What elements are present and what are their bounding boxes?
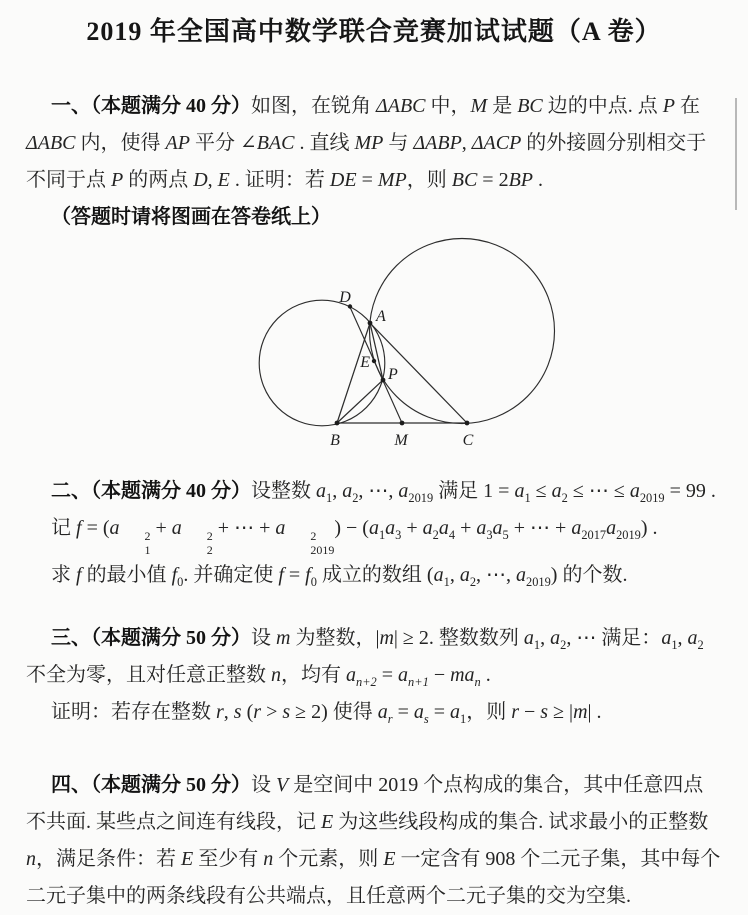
text-line: （答题时请将图画在答卷纸上）: [51, 206, 331, 228]
problem-2: [26, 473, 726, 594]
label-c: C: [462, 432, 474, 449]
text-line: ΔABC 内，使得 AP 平分 ∠BAC . 直线 MP 与 ΔABP, ΔACP 的外接圆分别相交于: [26, 132, 707, 154]
problem-3: [26, 620, 726, 731]
scan-artifact-line: [735, 98, 737, 210]
text-line: 证明：若存在整数 r, s (r > s ≥ 2) 使得 $a_r = a_s = a_1$，则 r − s ≥ |m| .: [51, 701, 602, 727]
text-line: 三、（本题满分 50 分）设 m 为整数，|m| ≥ 2. 整数数列 $a_1$, $a_2$, ⋯ 满足：$a_1$, $a_2$: [51, 627, 704, 653]
text-line: 不全为零，且对任意正整数 n，均有 $a_{n+2} = a_{n+1} - ma_n$ .: [26, 664, 491, 690]
text-line: 四、（本题满分 50 分）设 V 是空间中 2019 个点构成的集合，其中任意四点: [51, 774, 704, 797]
point-p: [381, 378, 386, 383]
label-a: A: [376, 308, 386, 325]
problem-3-text: [26, 620, 726, 731]
text-line: 不共面. 某些点之间连有线段，记 E 为这些线段构成的集合. 试求最小的正整数: [26, 811, 709, 834]
problem-4: [26, 767, 726, 915]
paper-content: [0, 88, 748, 915]
label-b: B: [330, 432, 340, 449]
text-line: 记 f = (a 2 1 + a 2 2 + ⋯ + a 2 2019 ) − ($a_1a_3 + a_2a_4 + a_3a_5$ + ⋯ + $a_{2017}a_{2019}$) .: [51, 517, 658, 557]
text-line: 求 f 的最小值 $f_0$. 并确定使 $f = f_0$ 成立的数组 ($a_1$, $a_2$, ⋯, $a_{2019}$) 的个数.: [51, 564, 628, 590]
text-line: 一、（本题满分 40 分）如图，在锐角 ΔABC 中，M 是 BC 边的中点. 点 P 在: [51, 95, 700, 117]
problem-4-text: [26, 767, 726, 915]
problem-1-text: [26, 88, 726, 236]
text-line: 二元子集中的两条线段有公共端点，且任意两个二元子集的交为空集.: [26, 885, 631, 908]
point-m: [400, 421, 405, 426]
text-line: 不同于点 P 的两点 D, E . 证明：若 DE = MP，则 BC = 2BP .: [26, 169, 544, 191]
label-p: P: [388, 366, 398, 383]
point-e: [372, 359, 376, 363]
geometry-figure: [26, 228, 726, 460]
paper-title: 2019 年全国高中数学联合竞赛加试试题（A 卷）: [86, 17, 662, 46]
point-b: [335, 421, 340, 426]
point-a: [368, 321, 373, 326]
text-line: 二、（本题满分 40 分）设整数 $a_1$, $a_2$, ⋯, $a_{2019}$ 满足 $1 = a_1 \le a_2$ ≤ ⋯ ≤ $a_{2019} = 99$ .: [51, 480, 716, 505]
point-c: [465, 421, 470, 426]
label-m: M: [394, 432, 408, 449]
circumcircle-acp: [370, 239, 555, 424]
label-e: E: [360, 354, 370, 371]
text-line: n，满足条件：若 E 至少有 n 个元素，则 E 一定含有 908 个二元子集，其中每个: [26, 848, 721, 871]
problem-2-text: [26, 473, 726, 594]
label-d: D: [339, 289, 351, 306]
problem-1: [26, 88, 726, 460]
geometry-diagram: [26, 228, 748, 460]
